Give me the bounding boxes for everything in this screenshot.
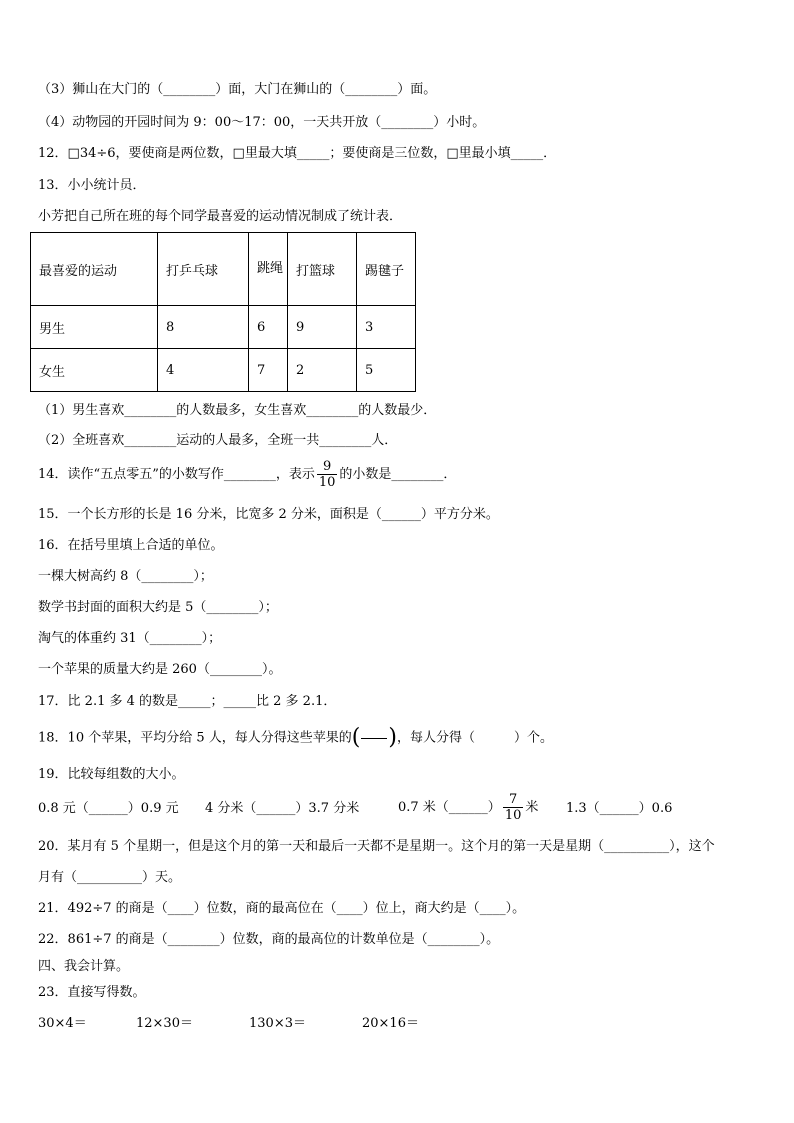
question-13-part2: （2）全班喜欢________运动的人最多，全班一共________人． (38, 433, 398, 448)
table-cell: 6 (249, 306, 288, 349)
question-13: 13．小小统计员． (38, 178, 146, 193)
table-cell: 3 (357, 306, 416, 349)
section-4-heading: 四、我会计算。 (38, 959, 130, 974)
question-22: 22．861÷7 的商是（________）位数，商的最高位的计数单位是（________）。 (38, 932, 500, 947)
table-cell: 7 (249, 349, 288, 392)
q11-part3: （3）狮山在大门的（________）面，大门在狮山的（________）面。 (38, 82, 437, 97)
question-14-text-b: 的小数是________． (339, 467, 457, 482)
question-18-text-b: ，每人分得（ ）个。 (396, 730, 553, 746)
table-cell: 2 (288, 349, 357, 392)
fraction-denominator: 10 (318, 475, 336, 490)
sports-stat-table (30, 232, 416, 392)
table-header-cell: 跳绳 (249, 233, 288, 306)
calc-item: 130×3＝ (249, 1016, 306, 1031)
table-row (31, 349, 416, 392)
calc-item: 30×4＝ (38, 1016, 87, 1031)
table-cell: 4 (158, 349, 249, 392)
table-header-cell: 打乒乓球 (158, 233, 249, 306)
fraction-seven-tenths (503, 792, 524, 823)
table-cell: 5 (357, 349, 416, 392)
question-19-d: 1.3（______）0.6 (566, 801, 673, 816)
table-row (31, 306, 416, 349)
question-16: 16．在括号里填上合适的单位。 (38, 538, 224, 553)
question-14 (38, 459, 456, 490)
fraction-nine-tenths (317, 459, 338, 490)
table-cell: 男生 (31, 306, 158, 349)
question-12: 12．□34÷6，要使商是两位数，□里最大填_____；要使商是三位数，□里最小填_____． (38, 146, 557, 161)
question-18-text-a: 18．10 个苹果，平均分给 5 人，每人分得这些苹果的 (38, 730, 352, 746)
table-header-cell: 打篮球 (288, 233, 357, 306)
calc-item: 12×30＝ (136, 1016, 193, 1031)
fraction-numerator: 9 (317, 459, 338, 475)
question-16-a: 一棵大树高约 8（________）； (38, 569, 213, 584)
q11-part4: （4）动物园的开园时间为 9：00～17：00，一天共开放（________）小时。 (38, 115, 486, 130)
table-cell: 8 (158, 306, 249, 349)
question-13-intro: 小芳把自己所在班的每个同学最喜爱的运动情况制成了统计表． (38, 209, 403, 224)
fraction-denominator: 10 (504, 808, 522, 823)
table-cell: 9 (288, 306, 357, 349)
question-20-line1: 20．某月有 5 个星期一，但是这个月的第一天和最后一天都不是星期一。这个月的第一天是星期（__________），这个 (38, 839, 715, 854)
question-13-part1: （1）男生喜欢________的人数最多，女生喜欢________的人数最少． (38, 403, 437, 418)
table-header-cell: 踢毽子 (357, 233, 416, 306)
question-19-c-text: 0.7 米（______） (398, 800, 501, 815)
question-19-b: 4 分米（______）3.7 分米 (205, 801, 360, 816)
question-15: 15．一个长方形的长是 16 分米，比宽多 2 分米，面积是（______）平方分米。 (38, 507, 499, 522)
question-17: 17．比 2.1 多 4 的数是_____；_____比 2 多 2.1． (38, 694, 337, 709)
question-16-b: 数学书封面的面积大约是 5（________）； (38, 600, 278, 615)
blank-fraction-icon: ( ) (351, 725, 397, 750)
table-cell: 女生 (31, 349, 158, 392)
calc-item: 20×16＝ (362, 1016, 419, 1031)
question-23: 23．直接写得数。 (38, 985, 146, 1000)
question-14-text-a: 14．读作“五点零五”的小数写作________，表示 (38, 467, 315, 482)
question-19-c (398, 792, 538, 823)
question-19-a: 0.8 元（______）0.9 元 (38, 801, 179, 816)
question-16-c: 淘气的体重约 31（________）； (38, 631, 222, 646)
table-header-cell: 最喜爱的运动 (31, 233, 158, 306)
table-header-row (31, 233, 416, 306)
question-16-d: 一个苹果的质量大约是 260（________）。 (38, 662, 282, 677)
fraction-numerator: 7 (503, 792, 524, 808)
question-20-line2: 月有（__________）天。 (38, 870, 182, 885)
question-21: 21．492÷7 的商是（____）位数，商的最高位在（____）位上，商大约是（____）。 (38, 901, 526, 916)
question-19-c-unit: 米 (525, 800, 539, 815)
question-19: 19．比较每组数的大小。 (38, 767, 185, 782)
question-18 (38, 727, 553, 749)
